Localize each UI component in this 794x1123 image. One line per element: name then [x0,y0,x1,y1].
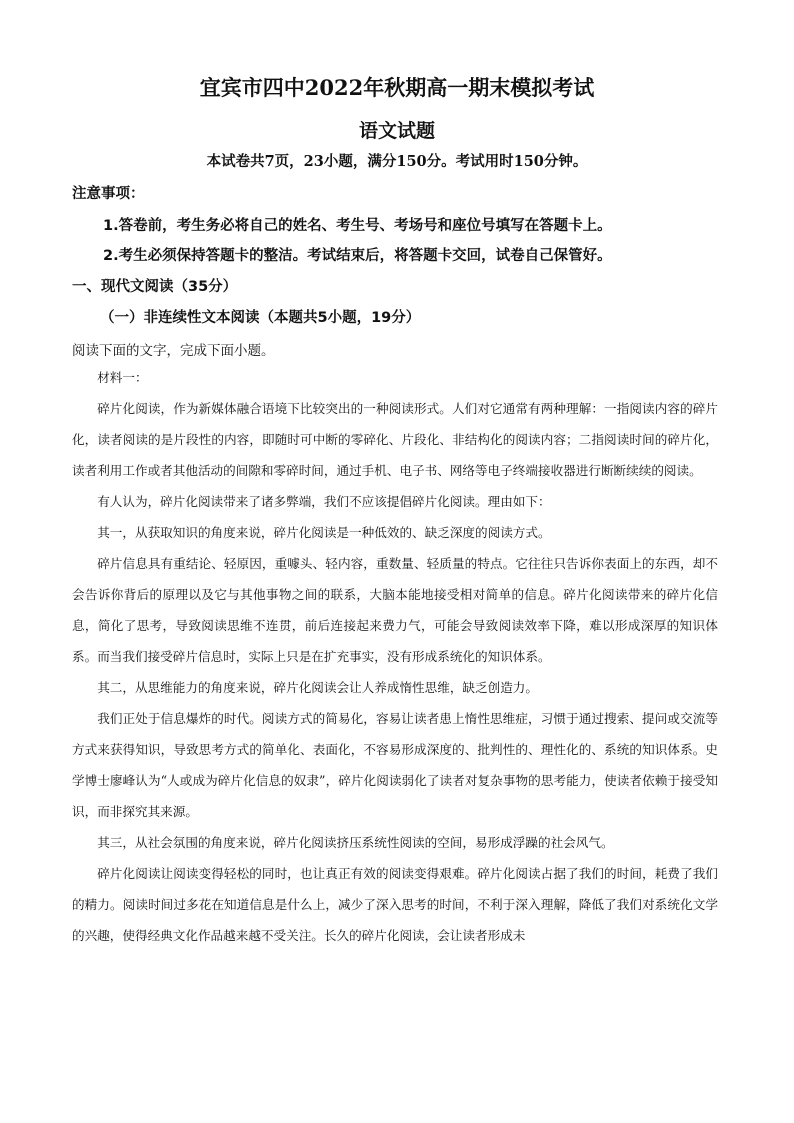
material-paragraph: 有人认为，碎片化阅读带来了诸多弊端，我们不应该提倡碎片化阅读。理由如下： [97,494,551,509]
material-paragraph: 我们正处于信息爆炸的时代。阅读方式的简易化，容易让读者患上惰性思维症，习惯于通过搜索、提问或交流等方式来获得知识，导致思考方式的简单化、表面化，不容易形成深度的、批判性的、理性化的、系统的知识体系。史学博士廖峰认为“人或成为碎片化信息的奴隶”，碎片化阅读弱化了读者对复杂事物的思考能力，使读者依赖于接受知识，而非探究其来源。 [72,711,718,819]
section-heading: 一、现代文阅读（35分） [72,279,238,295]
notes-item-2: 2.考生必须保持答题卡的整洁。考试结束后，将答题卡交回，试卷自己保管好。 [103,248,612,264]
material-paragraph: 其一，从获取知识的角度来说，碎片化阅读是一种低效的、缺乏深度的阅读方式。 [97,525,551,540]
exam-title: 宜宾市四中2022年秋期高一期末模拟考试 [199,75,595,100]
material-paragraph: 其二，从思维能力的角度来说，碎片化阅读会让人养成惰性思维，缺乏创造力。 [97,680,538,695]
exam-subject: 语文试题 [358,120,435,142]
material-paragraph: 其三，从社会氛围的角度来说，碎片化阅读挤压系统性阅读的空间，易形成浮躁的社会风气。 [97,835,614,850]
material-paragraph: 碎片化阅读让阅读变得轻松的同时，也让真正有效的阅读变得艰难。碎片化阅读占据了我们的时间，耗费了我们的精力。阅读时间过多花在知道信息是什么上，减少了深入思考的时间，不利于深入理解，降低了我们对系统化文学的兴趣，使得经典文化作品越来越不受关注。长久的碎片化阅读，会让读者形成未 [72,866,718,943]
section-subheading: （一）非连续性文本阅读（本题共5小题，19分） [100,310,421,326]
notes-heading: 注意事项： [72,186,145,202]
reading-instruction: 阅读下面的文字，完成下面小题。 [72,343,275,359]
material-label: 材料一： [97,370,148,385]
notes-item-1: 1.答卷前，考生务必将自己的姓名、考生号、考场号和座位号填写在答题卡上。 [103,218,612,234]
exam-info: 本试卷共7页，23小题，满分150分。考试用时150分钟。 [206,153,588,170]
material-body [72,362,718,951]
material-paragraph: 碎片信息具有重结论、轻原因，重噱头、轻内容，重数量、轻质量的特点。它往往只告诉你表面上的东西，却不会告诉你背后的原理以及它与其他事物之间的联系，大脑本能地接受相对简单的信息。碎片化阅读带来的碎片化信息，简化了思考，导致阅读思维不连贯，前后连接起来费力气，可能会导致阅读效率下降，难以形成深厚的知识体系。而当我们接受碎片信息时，实际上只是在扩充事实，没有形成系统化的知识体系。 [72,556,718,664]
material-paragraph: 碎片化阅读，作为新媒体融合语境下比较突出的一种阅读形式。人们对它通常有两种理解：一指阅读内容的碎片化，读者阅读的是片段性的内容，即随时可中断的零碎化、片段化、非结构化的阅读内容；二指阅读时间的碎片化，读者利用工作或者其他活动的间隙和零碎时间，通过手机、电子书、网络等电子终端接收器进行断断续续的阅读。 [72,401,718,478]
